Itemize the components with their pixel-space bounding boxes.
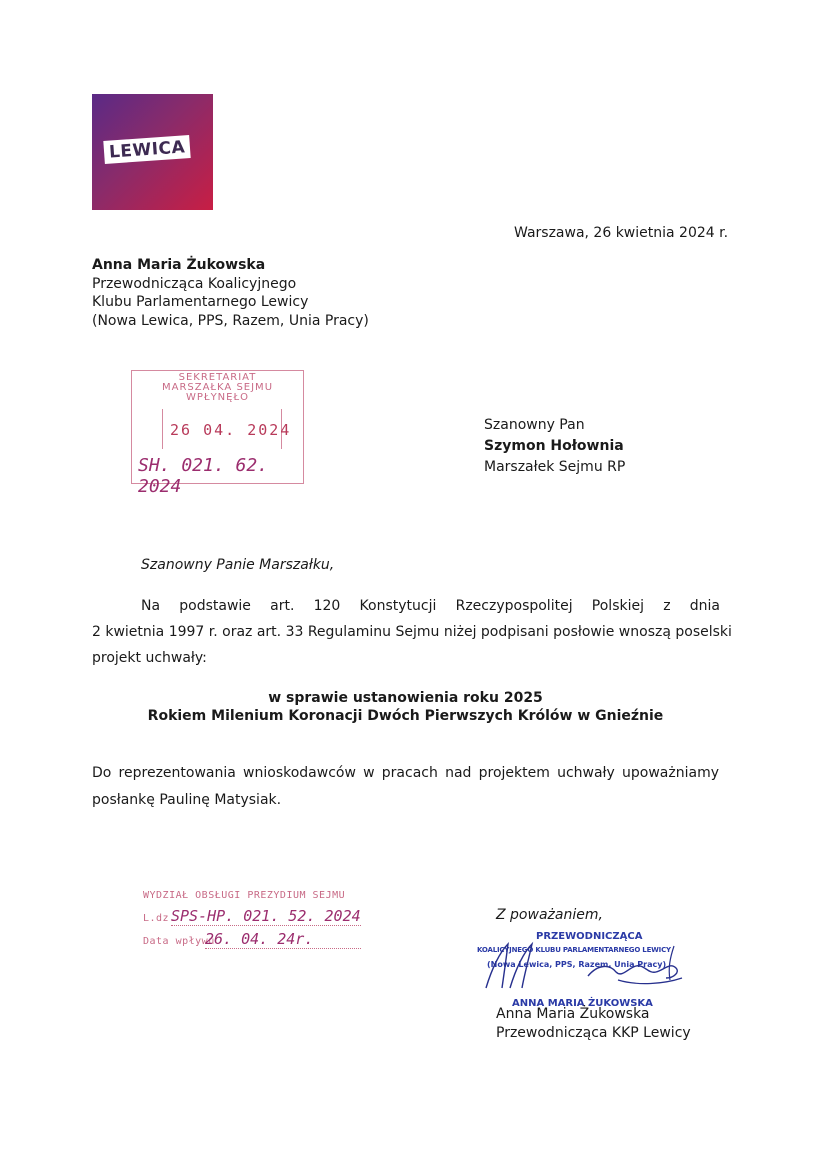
signature-stamp-line-3: (Nowa Lewica, PPS, Razem, Unia Pracy) (487, 960, 667, 969)
office-stamp-number-label: L.dz. (143, 913, 176, 924)
logo-text: LEWICA (103, 135, 191, 164)
date-line: Warszawa, 26 kwietnia 2024 r. (514, 225, 729, 241)
subject-line-2: Rokiem Milenium Koronacji Dwóch Pierwszych Królów w Gnieźnie (147, 708, 664, 724)
registry-stamp (131, 370, 304, 497)
stamp-handwritten-number: SH. 021. 62. 2024 (138, 455, 269, 497)
recipient-salutation: Szanowny Pan (484, 417, 585, 433)
stamp-line-3: WPŁYNĘŁO (186, 392, 249, 403)
office-stamp-date-dotted-line (205, 948, 361, 949)
signature-stamp-line-1: PRZEWODNICZĄCA (536, 931, 643, 942)
office-stamp-date-label: Data wpływu (143, 936, 215, 947)
stamp-line-1: SEKRETARIAT (178, 372, 257, 383)
stamp-line-2: MARSZAŁKA SEJMU (161, 382, 274, 393)
stamp-date: 26 04. 2024 (170, 421, 292, 439)
office-stamp-number: SPS-HP. 021. 52. 2024 (171, 907, 361, 925)
closing: Z poważaniem, (496, 907, 603, 923)
sender-line-2: Klubu Parlamentarnego Lewicy (92, 294, 309, 310)
signer-name: Anna Maria Żukowska (496, 1006, 650, 1022)
subject-line-1: w sprawie ustanowienia roku 2025 (268, 690, 543, 706)
office-stamp-date: 26. 04. 24r. (205, 930, 314, 948)
office-stamp (143, 890, 368, 955)
lewica-logo (92, 94, 213, 210)
handwritten-signature (478, 938, 698, 996)
paragraph-2-line-1: Do reprezentowania wnioskodawców w pracach nad projektem uchwały upoważniamy (92, 765, 719, 781)
paragraph-1-line-3: projekt uchwały: (92, 650, 207, 666)
sender-line-3: (Nowa Lewica, PPS, Razem, Unia Pracy) (92, 313, 369, 329)
sender-line-1: Przewodnicząca Koalicyjnego (92, 276, 297, 292)
office-stamp-number-dotted-line (171, 925, 361, 926)
greeting: Szanowny Panie Marszałku, (141, 557, 335, 573)
paragraph-1-line-1: Na podstawie art. 120 Konstytucji Rzeczypospolitej Polskiej z dnia (141, 598, 720, 614)
paragraph-2-line-2: posłankę Paulinę Matysiak. (92, 792, 282, 808)
signature-stamp-name: ANNA MARIA ŻUKOWSKA (512, 998, 653, 1009)
signature-stamp-line-2: KOALICYJNEGO KLUBU PARLAMENTARNEGO LEWICY (477, 946, 671, 954)
recipient-title: Marszałek Sejmu RP (484, 459, 626, 475)
paragraph-1-line-2: 2 kwietnia 1997 r. oraz art. 33 Regulaminu Sejmu niżej podpisani posłowie wnoszą poselski (92, 624, 732, 640)
recipient-name: Szymon Hołownia (484, 438, 624, 454)
signer-title: Przewodnicząca KKP Lewicy (496, 1025, 691, 1041)
office-stamp-title: WYDZIAŁ OBSŁUGI PREZYDIUM SEJMU (143, 890, 346, 901)
sender-name: Anna Maria Żukowska (92, 257, 266, 273)
